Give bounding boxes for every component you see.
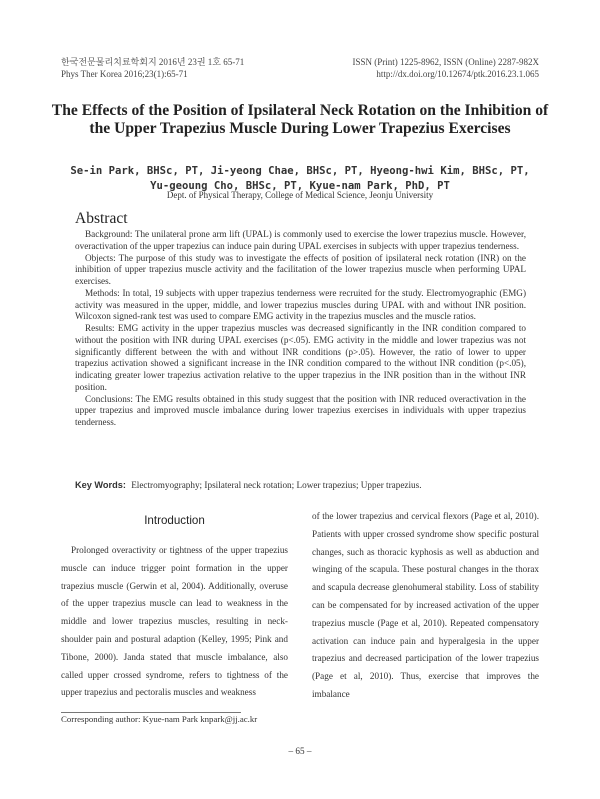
keywords-text: Electromyography; Ipsilateral neck rotation; Lower trapezius; Upper trapezius.: [131, 480, 422, 490]
running-header-right: [353, 57, 540, 80]
journal-citation: Phys Ther Korea 2016;23(1):65-71: [61, 68, 188, 79]
running-header-left: [61, 57, 244, 80]
author-list: [40, 164, 560, 193]
keywords: [75, 480, 526, 490]
authors-line-2: Yu-geoung Cho, BHSc, PT, Kyue-nam Park, PhD, PT: [150, 179, 450, 192]
authors-line-1: Se-in Park, BHSc, PT, Ji-yeong Chae, BHSc, PT, Hyeong-hwi Kim, BHSc, PT,: [70, 165, 530, 177]
journal-korean: 한국전문물리치료학회지 2016년 23권 1호 65-71: [61, 57, 245, 67]
introduction-heading: Introduction: [144, 514, 205, 527]
paper-title: The Effects of the Position of Ipsilateral Neck Rotation on the Inhibition of the Upper Trapezius Muscle During Lower Trapezius Exercises: [51, 102, 549, 137]
abstract-results: Results: EMG activity in the upper trapezius muscles was decreased significantly in the INR condition compared to without the position with INR during UPAL exercises (p<.05). EMG activity in the middle and lower trapezius was not significantly different between the with and without INR conditions (p>.05). However, the ratio of lower to upper trapezius activation showed a significant increase in the INR condition compared to the without INR condition (p<.05), indicating greater lower trapezius activation relative to the upper trapezius in the INR position than in the without INR position.: [75, 323, 526, 392]
abstract-heading: Abstract: [75, 210, 128, 227]
page-number: – 65 –: [288, 746, 312, 756]
footnote-rule: [61, 712, 241, 713]
abstract-background: Background: The unilateral prone arm lift (UPAL) is commonly used to exercise the lower trapezius muscle. However, overactivation of the upper trapezius can induce pain during UPAL exercises in subjects with upper trapezius tenderness.: [75, 229, 526, 251]
doi-link[interactable]: http://dx.doi.org/10.12674/ptk.2016.23.1.065: [376, 68, 539, 79]
intro-paragraph-left: Prolonged overactivity or tightness of the upper trapezius muscle can induce trigger point formation in the upper trapezius muscle (Gerwin et al, 2004). Additionally, overuse of the upper trapezius muscle can lead to weakness in the middle and lower trapezius muscles, resulting in neck-shoulder pain and postural adaption (Kelley, 1995; Pink and Tibone, 2000). Janda stated that muscle imbalance, also called upper crossed syndrome, refers to tightness of the upper trapezius and pectoralis muscles and weakness: [61, 545, 288, 698]
affiliation: Dept. of Physical Therapy, College of Medical Science, Jeonju University: [166, 190, 434, 200]
abstract-methods: Methods: In total, 19 subjects with upper trapezius tenderness were recruited for the study. Electromyographic (EMG) activity was measured in the upper, middle, and lower trapezius muscles during UPAL with and without INR position. Wilcoxon signed-rank test was used to compare EMG activity in the trapezius muscles and the muscle ratios.: [75, 287, 526, 322]
issn-line: ISSN (Print) 1225-8962, ISSN (Online) 2287-982X: [352, 57, 539, 67]
keywords-label: Key Words:: [75, 480, 126, 490]
abstract-body: [75, 229, 526, 429]
intro-column-right: [312, 508, 539, 704]
abstract-objects: Objects: The purpose of this study was to investigate the effects of position of ipsilateral neck rotation (INR) on the inhibition of upper trapezius muscle activity and the facilitation of the lower trapezius muscle when performing UPAL exercises.: [75, 252, 526, 286]
intro-column-left: [61, 542, 288, 702]
abstract-conclusions: Conclusions: The EMG results obtained in this study suggest that the position with INR reduced overactivation in the upper trapezius and improved muscle imbalance during lower trapezius exercises in individuals with upper trapezius tenderness.: [75, 393, 526, 427]
corresponding-author-footnote: Corresponding author: Kyue-nam Park knpark@jj.ac.kr: [61, 714, 258, 724]
intro-paragraph-right: of the lower trapezius and cervical flexors (Page et al, 2010). Patients with upper crossed syndrome show specific postural changes, such as thoracic kyphosis as well as abduction and winging of the scapula. These postural changes in the thorax and scapula decrease glenohumeral stability. Loss of stability can be compensated for by increased activation of the upper trapezius muscle (Page et al, 2010). Repeated compensatory activation can induce pain and hyperalgesia in the upper trapezius and decreased participation of the lower trapezius (Page et al, 2010). Thus, exercise that improves the imbalance: [312, 511, 539, 699]
